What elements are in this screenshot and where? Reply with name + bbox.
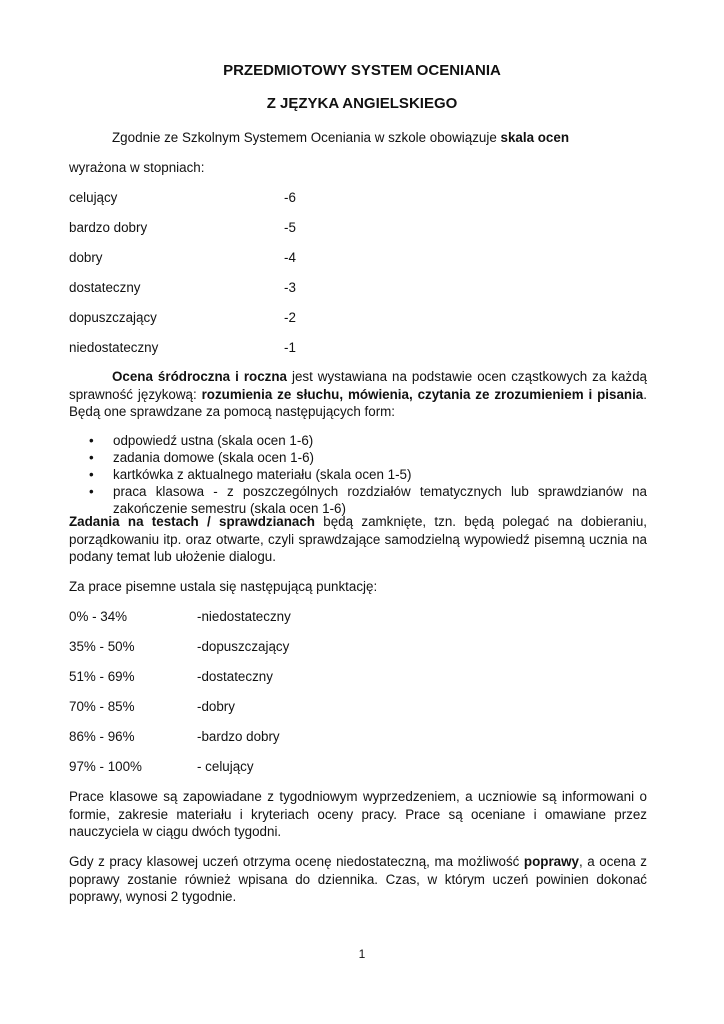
points-grade: -dostateczny xyxy=(197,669,273,684)
list-item: • praca klasowa - z poszczególnych rozdziałów tematycznych lub sprawdzianów na zakończenie semestru (skala ocen 1-6) xyxy=(89,484,647,516)
grade-value: -6 xyxy=(284,190,296,205)
list-item: • zadania domowe (skala ocen 1-6) xyxy=(89,450,314,465)
bullet-icon: • xyxy=(89,467,94,482)
document-subtitle: Z JĘZYKA ANGIELSKIEGO xyxy=(266,95,458,112)
points-grade: -dopuszczający xyxy=(197,639,290,654)
bullet-icon: • xyxy=(89,450,94,465)
grade-label: celujący xyxy=(69,190,118,205)
points-range: 70% - 85% xyxy=(69,699,135,714)
grade-value: -3 xyxy=(284,280,296,295)
grade-value: -4 xyxy=(284,250,296,265)
intro-continuation: wyrażona w stopniach: xyxy=(69,160,205,175)
grade-value: -2 xyxy=(284,310,296,325)
grade-label: dopuszczający xyxy=(69,310,157,325)
grade-label: niedostateczny xyxy=(69,340,159,355)
semester-grade-paragraph: Ocena śródroczna i roczna jest wystawiana na podstawie ocen cząstkowych za każdą sprawność językową: rozumienia ze słuchu, mówienia, czytania ze zrozumieniem i pisania. Będą one sprawdzane za pomocą następujących form: xyxy=(69,369,648,419)
page-number: 1 xyxy=(358,947,366,961)
points-grade: -bardzo dobry xyxy=(197,729,280,744)
points-grade: -dobry xyxy=(197,699,235,714)
points-grade: -niedostateczny xyxy=(197,609,291,624)
bullet-icon: • xyxy=(89,433,94,448)
tests-paragraph: Zadania na testach / sprawdzianach będą zamknięte, tzn. będą polegać na dobieraniu, porządkowaniu itp. oraz otwarte, czyli sprawdzające samodzielną wypowiedź pisemną ucznia na podany temat lub ułożenie dialogu. xyxy=(69,514,648,564)
intro-paragraph: Zgodnie ze Szkolnym Systemem Oceniania w szkole obowiązuje skala ocen xyxy=(112,130,569,145)
grade-value: -1 xyxy=(284,340,296,355)
grade-label: dobry xyxy=(69,250,103,265)
points-range: 51% - 69% xyxy=(69,669,135,684)
grade-label: dostateczny xyxy=(69,280,141,295)
classwork-paragraph: Prace klasowe są zapowiadane z tygodniowym wyprzedzeniem, a uczniowie są informowani o formie, zakresie materiału i kryteriach oceny pracy. Prace są oceniane i omawiane przez nauczyciela w ciągu dwóch tygodni. xyxy=(69,789,647,839)
assessment-forms-list xyxy=(69,432,647,517)
points-range: 86% - 96% xyxy=(69,729,135,744)
points-range: 35% - 50% xyxy=(69,639,135,654)
points-range: 97% - 100% xyxy=(69,759,142,774)
points-grade: - celujący xyxy=(197,759,254,774)
points-range: 0% - 34% xyxy=(69,609,128,624)
document-title: PRZEDMIOTOWY SYSTEM OCENIANIA xyxy=(223,62,501,79)
grade-value: -5 xyxy=(284,220,296,235)
grade-label: bardzo dobry xyxy=(69,220,148,235)
correction-paragraph: Gdy z pracy klasowej uczeń otrzyma ocenę niedostateczną, ma możliwość poprawy, a ocena z poprawy zostanie również wpisana do dziennika. Czas, w którym uczeń powinien dokonać poprawy, wynosi 2 tygodnie. xyxy=(69,854,648,904)
list-item: • odpowiedź ustna (skala ocen 1-6) xyxy=(89,433,314,448)
bullet-icon: • xyxy=(89,484,94,499)
list-item: • kartkówka z aktualnego materiału (skala ocen 1-5) xyxy=(89,467,412,482)
points-intro: Za prace pisemne ustala się następującą punktację: xyxy=(69,579,378,594)
